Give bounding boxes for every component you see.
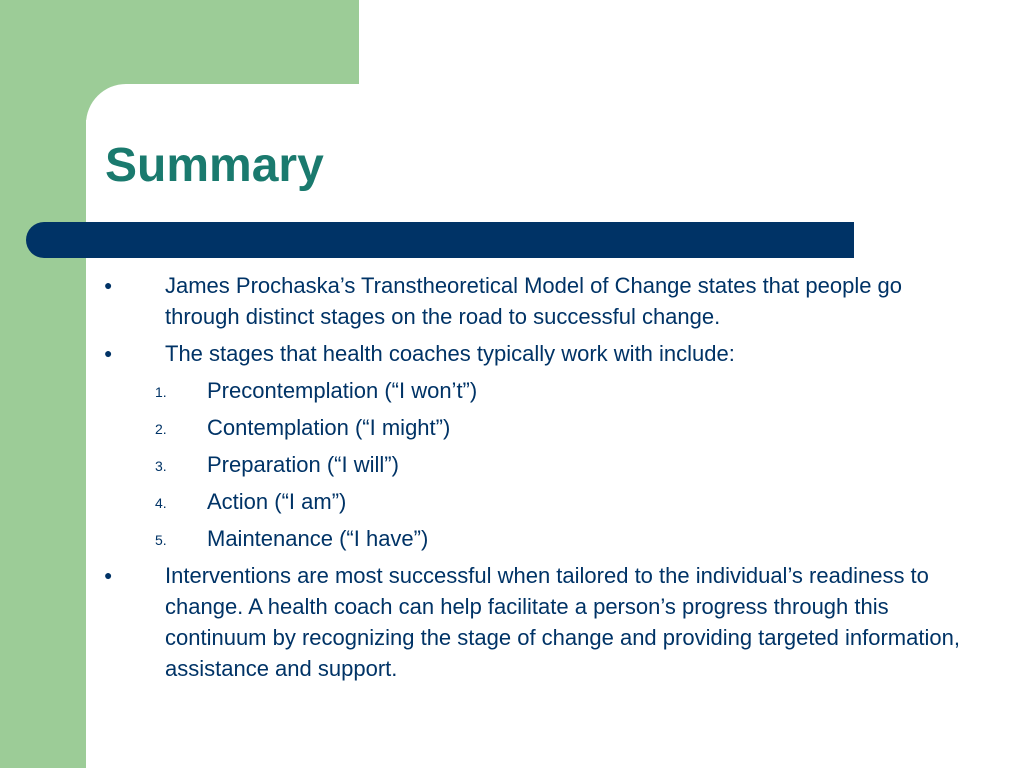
bullet-text: James Prochaska’s Transtheoretical Model of Change states that people go through distinct stages on the road to successful change. <box>165 273 903 329</box>
stage-text: Precontemplation (“I won’t”) <box>207 378 478 403</box>
bullet-icon: ● <box>104 567 113 583</box>
stage-item <box>100 412 970 443</box>
stage-item <box>100 486 970 517</box>
stage-number: 1. <box>155 384 167 400</box>
stage-number: 2. <box>155 421 167 437</box>
slide-title: Summary <box>105 139 324 192</box>
stage-item <box>100 449 970 480</box>
stage-item <box>100 523 970 554</box>
stage-number: 3. <box>155 458 167 474</box>
bullet-item <box>100 560 970 684</box>
stage-number: 4. <box>155 495 167 511</box>
stage-text: Contemplation (“I might”) <box>207 415 451 440</box>
slide-content <box>100 270 970 690</box>
stage-text: Preparation (“I will”) <box>207 452 399 477</box>
stage-number: 5. <box>155 532 167 548</box>
bullet-item <box>100 338 970 369</box>
stage-item <box>100 375 970 406</box>
bullet-icon: ● <box>104 277 113 293</box>
bullet-icon: ● <box>104 345 113 361</box>
bullet-item <box>100 270 970 332</box>
bullet-text: Interventions are most successful when tailored to the individual’s readiness to change. A health coach can help facilitate a person’s progress through this continuum by recognizing the stage of change and providing targeted information, assistance and support. <box>165 563 960 681</box>
decorative-green-bar <box>0 0 86 768</box>
stage-text: Maintenance (“I have”) <box>207 526 429 551</box>
decorative-navy-bar <box>26 222 854 258</box>
bullet-text: The stages that health coaches typically work with include: <box>165 341 735 366</box>
stage-text: Action (“I am”) <box>207 489 347 514</box>
